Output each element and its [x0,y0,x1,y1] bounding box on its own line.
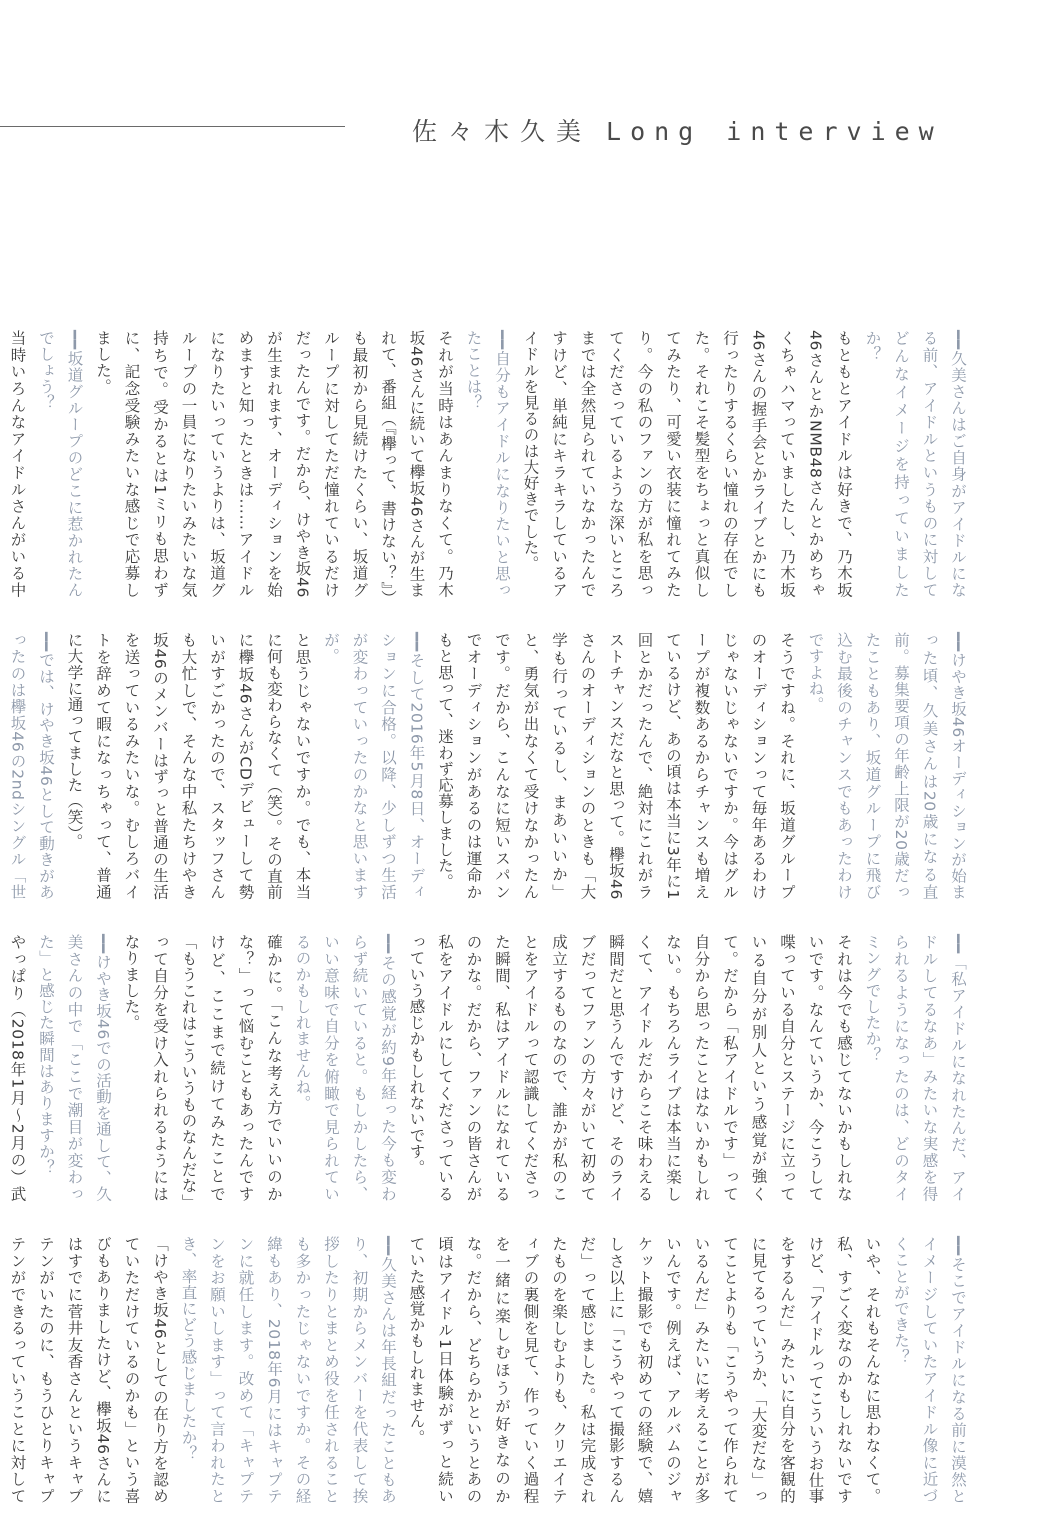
interview-answer: それは今でも感じてないかもしれないです。なんていうか、今こうして喋っている自分とステージに立っている自分が別人という感覚が強くて。だから「私アイドルです」って自分から思ったことはないかもしれない。もちろんライブは本当に楽しくて、アイドルだからこそ味わえる瞬間だと思うんですけど、そのライブだってファンの方々がいて初めて成立するものなので、誰かが私のことをアイドルって認識してくださった瞬間、私はアイドルになれているのかな。だから、ファンの皆さんが私をアイドルにしてくださっているっていう感じかもしれないです。 [407,934,853,1202]
interview-question: ━━久美さんはご自身がアイドルになる前、アイドルというものに対してどんなイメージを持っていましたか？ [863,330,967,598]
interview-answer: 「けやき坂46としての在り方を認めていただけているのかも」という喜びもありましたけど、欅坂46さんにはすでに菅井友香さんというキャプテンがいたのに、もうひとりキャプテンができるっていうことに対して [8,1236,169,1504]
interview-question: ━━そして2016年5月8日、オーディションに合格。以降、少しずつ生活が変わっていったのかなと思いますが。 [322,632,426,900]
text-tier-3 [8,934,972,1202]
interview-question: ━━自分もアイドルになりたいと思ったことは？ [464,330,511,598]
interview-answer: と思うじゃないですか。でも、本当に何も変わらなくて（笑）。その直前に欅坂46さんがCDデビューして勢いがすごかったので、スタッフさんも大忙しで、そんな中私たちけやき坂46のメンバーはずっと普通の生活を送っているみたいな。むしろバイトを辞めて暇になっちゃって、普通に大学に通ってました（笑）。 [65,632,312,900]
header-subtitle: Long interview [606,117,943,146]
header-name: 佐々木久美 [412,117,593,146]
interview-question: ━━坂道グループのどこに惹かれたんでしょう？ [37,330,84,598]
interview-question: ━━そこでアイドルになる前に漠然とイメージしていたアイドル像に近づくことができた？ [892,1236,967,1504]
interview-question: ━━久美さんは年長組だったこともあり、初期からメンバーを代表して挨拶したりとまとめ役を任されることも多かったじゃないですか。その経緯もあり、2018年6月にはキャプテンに就任します。改めて「キャプテンをお願いします」って言われたとき、率直にどう感じましたか？ [179,1236,397,1504]
text-tier-4 [8,1236,972,1504]
interview-question: ━━けやき坂46オーディションが始まった頃、久美さんは20歳になる直前。募集要項の年齢上限が20歳だったこともあり、坂道グループに飛び込む最後のチャンスでもあったわけですよね。 [806,632,967,900]
interview-question: ━━その感覚が約9年経った今も変わらず続いていると。もしかしたら、いい意味で自分を俯瞰で見られているのかもしれませんね。 [293,934,397,1202]
interview-answer: 当時いろんなアイドルさんがいる中 [8,330,27,598]
interview-question: ━━「私アイドルになれたんだ、アイドルしてるなあ」みたいな実感を得られるようになったのは、どのタイミングでしたか？ [863,934,967,1202]
interview-question: ━━では、けやき坂46として動きがあったのは欅坂46の2ndシングル「世 [8,632,55,900]
interview-answer: もともとアイドルは好きで、乃木坂46さんとかNMB48さんとかめちゃくちゃハマっていましたし、乃木坂46さんの握手会とかライブとかにも行ったりするくらい憧れの存在でした。それこそ髪型をちょっと真似してみたり、可愛い衣装に憧れてみたり。今の私のファンの方が私を思ってくださっているような深いところまでは全然見られていなかったんですけど、単純にキラキラしているアイドルを見るのは大好きでした。 [521,330,853,598]
page-header [412,112,943,148]
interview-answer: やっぱり（2018年1月〜2月の）武 [8,934,27,1202]
interview-answer: 確かに。「こんな考え方でいいのかな？」って悩むこともあったんですけど、ここまで続けてみたことで「もうこれはこういうものなんだな」って自分を受け入れられるようにはなりました。 [122,934,283,1202]
interview-answer: いや、それもそんなに思わなくて。私、すごく変なのかもしれないですけど、「アイドルってこういうお仕事をするんだ」みたいに自分を客観的に見てるっていうか、「大変だな」ってことよりも「こうやって作られているんだ」みたいに考えることが多いんです。例えば、アルバムのジャケット撮影でも初めての経験で、嬉しさ以上に「こうやって撮影するんだ」って感じました。私は完成されたものを楽しむよりも、クリエイティブの裏側を見て、作っていく過程を一緒に楽しむほうが好きなのかな。だから、どちらかというとあの頃はアイドル1日体験がずっと続いていた感覚かもしれません。 [407,1236,882,1504]
text-tier-1 [8,330,972,598]
interview-question: ━━けやき坂46での活動を通して、久美さんの中で「ここで潮目が変わった」と感じた瞬間はありますか？ [37,934,112,1202]
text-tier-2 [8,632,972,900]
interview-answer: そうですね。それに、坂道グループのオーディションって毎年あるわけじゃないじゃないですか。今はグループが複数あるからチャンスも増えているけど、あの頃は本当に3年に1回とかだったんで、絶対にこれがラストチャンスだなと思って。欅坂46さんのオーディションのときも「大学も行っているし、まあいいか」と、勇気が出なくて受けなかったんです。だから、こんなに短いスパンでオーディションがあるのは運命かもと思って、迷わず応募しました。 [436,632,796,900]
header-rule [0,126,345,127]
article-body [8,330,972,1504]
interview-answer: それが当時はあんまりなくて。乃木坂46さんに続いて欅坂46さんが生まれて、番組（『欅って、書けない？』）も最初から見続けたくらい、坂道グループに対してただ憧れているだけだったんです。だから、けやき坂46が生まれます、オーディションを始めますと知ったときは……アイドルになりたいっていうよりは、坂道グループの一員になりたいみたいな気持ちで。受かるとは1ミリも思わずに、記念受験みたいな感じで応募しました。 [94,330,454,598]
